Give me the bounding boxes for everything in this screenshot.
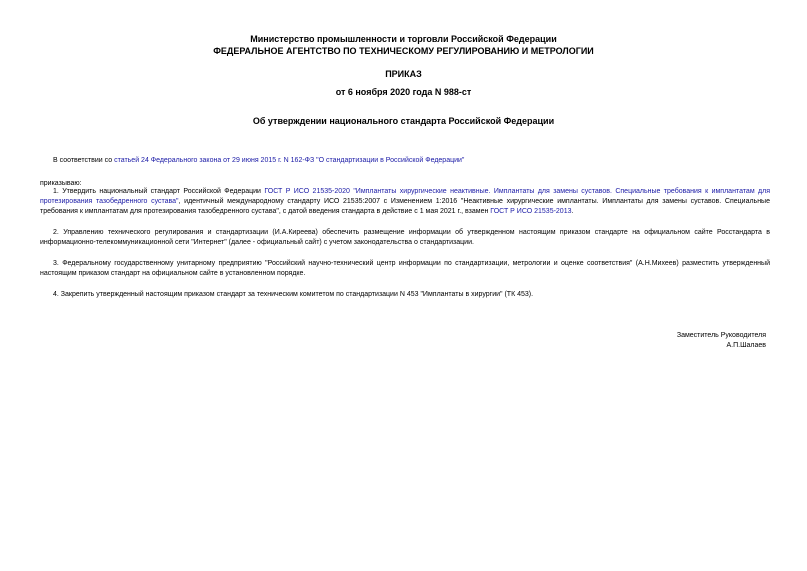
date-number: от 6 ноября 2020 года N 988-ст: [335, 87, 472, 97]
paragraph-4: 4. Закрепить утвержденный настоящим приказом стандарт за техническим комитетом по стандартизации N 453 "Имплантаты в хирургии" (ТК 453).: [53, 291, 534, 298]
intro-paragraph: [40, 156, 770, 166]
gost-2013-link[interactable]: ГОСТ Р ИСО 21535-2013: [490, 208, 572, 215]
signature-name: А.П.Шалаев: [726, 342, 766, 349]
document-type: ПРИКАЗ: [385, 69, 422, 79]
agency-name: ФЕДЕРАЛЬНОЕ АГЕНТСТВО ПО ТЕХНИЧЕСКОМУ РЕГУЛИРОВАНИЮ И МЕТРОЛОГИИ: [213, 46, 594, 56]
p1-prefix: 1. Утвердить национальный стандарт Российской Федерации: [53, 188, 265, 195]
p1-middle: , идентичный международному стандарту ИСО 21535:2007 с Изменением 1:2016 "Неактивные хирургические имплантаты. Имплантаты для замены суставов. Специальные требования к имплантатам для протезирования тазобедренного сустава", с датой введения стандарта в действие с 1 мая 2021 г., взамен: [40, 198, 770, 215]
paragraph-3: 3. Федеральному государственному унитарному предприятию "Российский научно-технический центр информации по стандартизации, метрологии и оценке соответствия" (А.Н.Михеев) разместить утвержденный настоящим приказом стандарт на официальном сайте в установленном порядке.: [40, 260, 770, 277]
paragraph-2: 2. Управлению технического регулирования и стандартизации (И.А.Киреева) обеспечить размещение информации об утвержденном настоящим приказом стандарте на официальном сайте Росстандарта в информационно-телекоммуникационной сети "Интернет" (далее - официальный сайт) с учетом законодательства о стандартизации.: [40, 229, 770, 246]
law-link[interactable]: статьей 24 Федерального закона от 29 июня 2015 г. N 162-ФЗ "О стандартизации в Российской Федерации": [114, 157, 465, 164]
paragraph-1: [40, 187, 770, 217]
signature-position: Заместитель Руководителя: [676, 332, 766, 339]
order-word: приказываю:: [40, 180, 82, 187]
intro-prefix: В соответствии со: [53, 157, 115, 164]
ministry-name: Министерство промышленности и торговли Российской Федерации: [250, 34, 557, 44]
gost-2020-link[interactable]: ГОСТ Р ИСО 21535-2020 "Имплантаты хирургические неактивные. Имплантаты для замены суставов. Специальные требования к имплантатам для протезирования тазобедренного сустава": [40, 188, 770, 205]
document-title: Об утверждении национального стандарта Российской Федерации: [252, 116, 555, 126]
p1-suffix: .: [571, 208, 574, 215]
